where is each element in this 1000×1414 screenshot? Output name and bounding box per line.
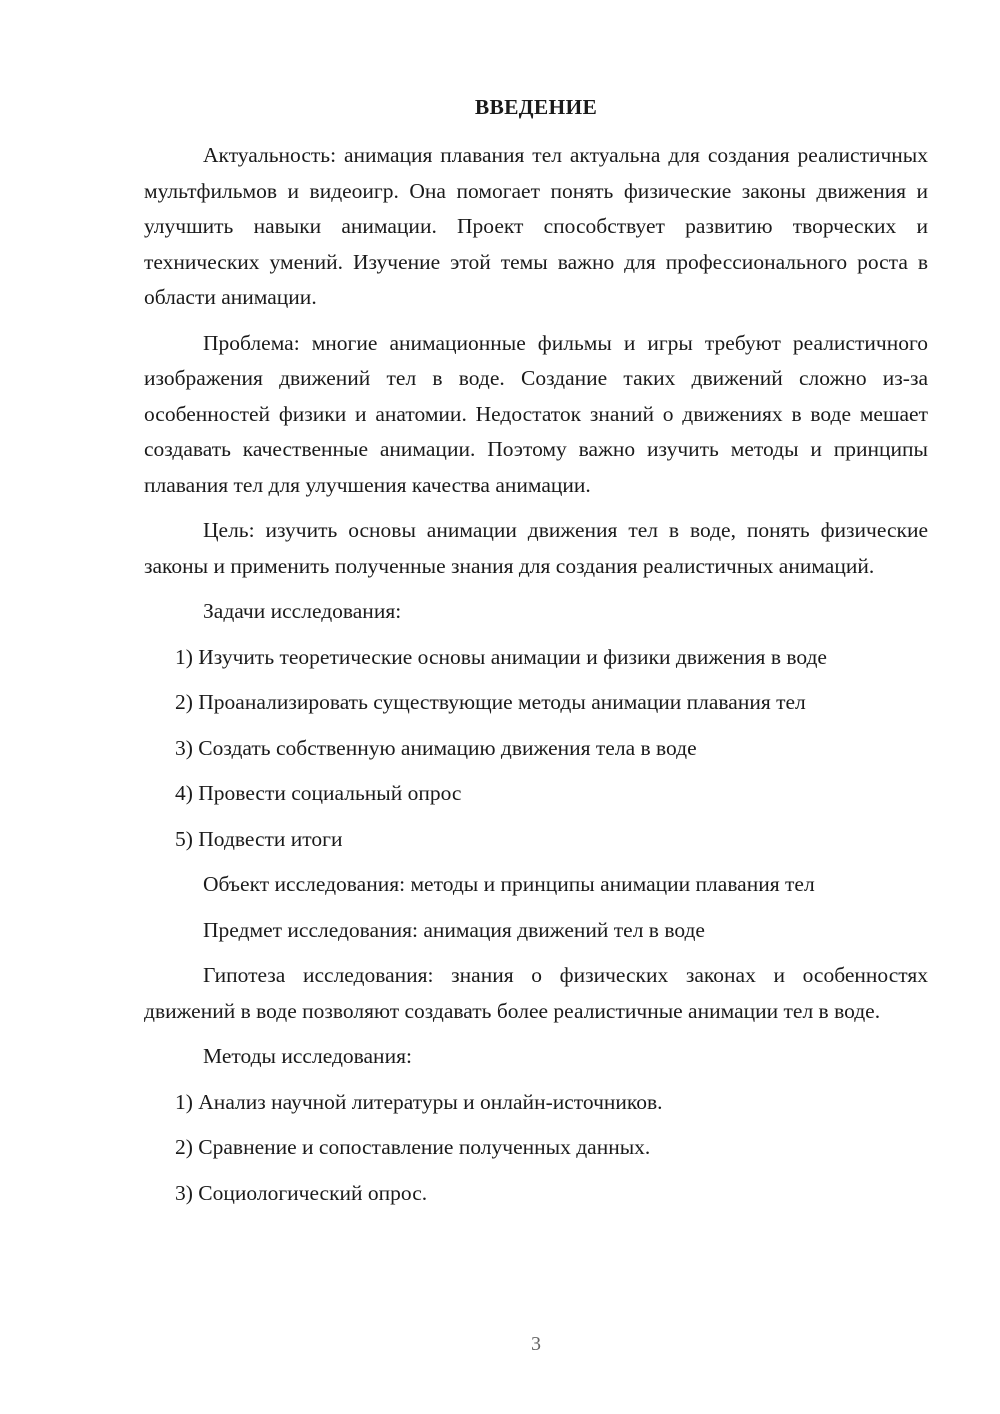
page-title: ВВЕДЕНИЕ	[474, 95, 598, 119]
method-item: 1) Анализ научной литературы и онлайн-источников.	[175, 1089, 663, 1114]
hypothesis-paragraph: Гипотеза исследования: знания о физических законах и особенностях движений в воде позволяют создавать более реалистичные анимации тел в воде.	[144, 963, 928, 1023]
relevance-paragraph: Актуальность: анимация плавания тел актуальна для создания реалистичных мультфильмов и видеоигр. Она помогает понять физические законы движения и улучшить навыки анимации. Проект способствует развитию творческих и технических умений. Изучение этой темы важно для профессионального роста в области анимации.	[144, 143, 928, 309]
task-item: 3) Создать собственную анимацию движения тела в воде	[175, 735, 697, 760]
method-item: 2) Сравнение и сопоставление полученных данных.	[175, 1135, 651, 1159]
methods-heading: Методы исследования:	[203, 1044, 412, 1068]
method-item: 3) Социологический опрос.	[175, 1180, 428, 1205]
page-number: 3	[531, 1333, 541, 1355]
document-page	[144, 92, 928, 1221]
subject-paragraph: Предмет исследования: анимация движений тел в воде	[203, 917, 705, 942]
task-item: 4) Провести социальный опрос	[175, 781, 462, 805]
task-item: 1) Изучить теоретические основы анимации и физики движения в воде	[175, 644, 827, 669]
task-item: 5) Подвести итоги	[175, 826, 343, 851]
goal-paragraph: Цель: изучить основы анимации движения тел в воде, понять физические законы и применить полученные знания для создания реалистичных анимаций.	[144, 518, 928, 578]
task-item: 2) Проанализировать существующие методы анимации плавания тел	[175, 690, 806, 714]
problem-paragraph: Проблема: многие анимационные фильмы и игры требуют реалистичного изображения движений тел в воде. Создание таких движений сложно из-за особенностей физики и анатомии. Недостаток знаний о движениях в воде мешает создавать качественные анимации. Поэтому важно изучить методы и принципы плавания тел для улучшения качества анимации.	[144, 330, 928, 497]
methods-list	[144, 1085, 928, 1212]
tasks-heading: Задачи исследования:	[203, 599, 402, 623]
object-paragraph: Объект исследования: методы и принципы анимации плавания тел	[203, 872, 815, 896]
tasks-list	[144, 640, 928, 858]
